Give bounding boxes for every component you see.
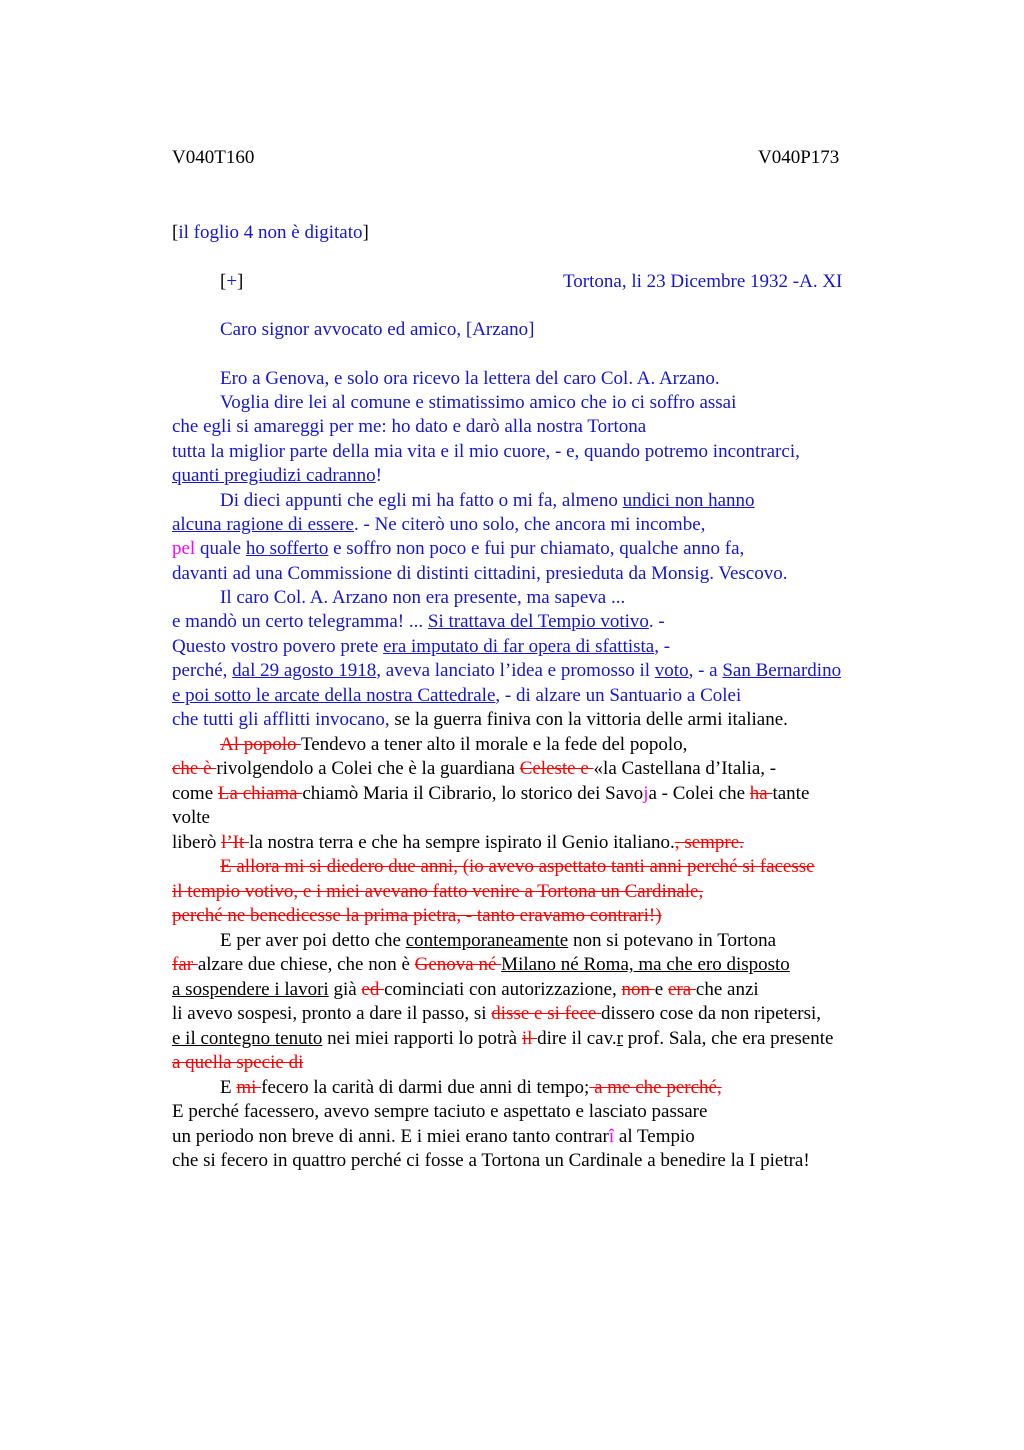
text-line-25: far alzare due chiese, che non è Genova né Milano né Roma, ma che ero disposto (172, 954, 790, 975)
text-line-17: che è rivolgendolo a Colei che è la guardiana Celeste e «la Castellana d’Italia, - (172, 758, 777, 779)
header-left-code: V040T160 (172, 147, 255, 168)
text-line-5: quanti pregiudizi cadranno! (172, 465, 382, 486)
text-line-27: li avevo sospesi, pronto a dare il passo, si disse e si fece dissero cose da non ripetersi, (172, 1003, 822, 1024)
text-line-19: volte (172, 807, 210, 828)
text-line-8: pel quale ho sofferto e soffro non poco e fui pur chiamato, qualche anno fa, (172, 538, 745, 559)
header-right-code: V040P173 (758, 147, 840, 168)
text-line-11: e mandò un certo telegramma! ... Si trattava del Tempio votivo. - (172, 611, 665, 632)
cross-mark: [+] (220, 271, 244, 292)
deleted-line-21: E allora mi si diedero due anni, (io avevo aspettato tanti anni perché si facesse (220, 856, 815, 877)
deleted-line-22: il tempio votivo, e i miei avevano fatto venire a Tortona un Cardinale, (172, 881, 704, 902)
text-line-7: alcuna ragione di essere. - Ne citerò uno solo, che ancora mi incombe, (172, 514, 706, 535)
text-line-14: e poi sotto le arcate della nostra Cattedrale, - di alzare un Santuario a Colei (172, 685, 742, 706)
note-line: [il foglio 4 non è digitato] (172, 222, 369, 243)
text-line-30: E mi fecero la carità di darmi due anni di tempo; a me che perché, (220, 1077, 722, 1098)
deleted-line-29: a quella specie di (172, 1052, 304, 1073)
deleted-line-23: perché ne benedicesse la prima pietra, - tanto eravamo contrari!) (172, 905, 662, 926)
text-line-3: che egli si amareggi per me: ho dato e darò alla nostra Tortona (172, 416, 647, 437)
text-line-32: un periodo non breve di anni. E i miei erano tanto contrarî al Tempio (172, 1126, 695, 1147)
note-text: il foglio 4 non è digitato (178, 222, 363, 243)
text-line-10: Il caro Col. A. Arzano non era presente, ma sapeva ... (220, 587, 626, 608)
text-line-28: e il contegno tenuto nei miei rapporti lo potrà il dire il cav.r prof. Sala, che era presente (172, 1028, 834, 1049)
text-line-24: E per aver poi detto che contemporaneamente non si potevano in Tortona (220, 930, 777, 951)
text-line-26: a sospendere i lavori già ed cominciati con autorizzazione, non e era che anzi (172, 979, 759, 1000)
text-line-33: che si fecero in quattro perché ci fosse a Tortona un Cardinale a benedire la I pietra! (172, 1150, 810, 1171)
text-line-1: Ero a Genova, e solo ora ricevo la lettera del caro Col. A. Arzano. (220, 368, 720, 389)
text-line-6: Di dieci appunti che egli mi ha fatto o mi fa, almeno undici non hanno (220, 490, 755, 511)
text-line-31: E perché facessero, avevo sempre taciuto e aspettato e lasciato passare (172, 1101, 708, 1122)
text-line-18: come La chiama chiamò Maria il Cibrario, lo storico dei Savoja - Colei che ha tante (172, 783, 810, 804)
text-line-13: perché, dal 29 agosto 1918, aveva lanciato l’idea e promosso il voto, - a San Bernardino (172, 660, 842, 681)
text-line-15: che tutti gli afflitti invocano, se la guerra finiva con la vittoria delle armi italiane. (172, 709, 788, 730)
text-line-16: Al popolo Tendevo a tener alto il morale e la fede del popolo, (220, 734, 688, 755)
text-line-4: tutta la miglior parte della mia vita e il mio cuore, - e, quando potremo incontrarci, (172, 441, 800, 462)
text-line-2: Voglia dire lei al comune e stimatissimo amico che io ci soffro assai (220, 392, 737, 413)
text-line-20: liberò l’It la nostra terra e che ha sempre ispirato il Genio italiano., sempre. (172, 832, 744, 853)
text-line-12: Questo vostro povero prete era imputato di far opera di sfattista, - (172, 636, 671, 657)
greeting: Caro signor avvocato ed amico, [Arzano] (220, 319, 535, 340)
text-line-9: davanti ad una Commissione di distinti cittadini, presieduta da Monsig. Vescovo. (172, 563, 788, 584)
place-date: Tortona, li 23 Dicembre 1932 -A. XI (563, 271, 843, 292)
